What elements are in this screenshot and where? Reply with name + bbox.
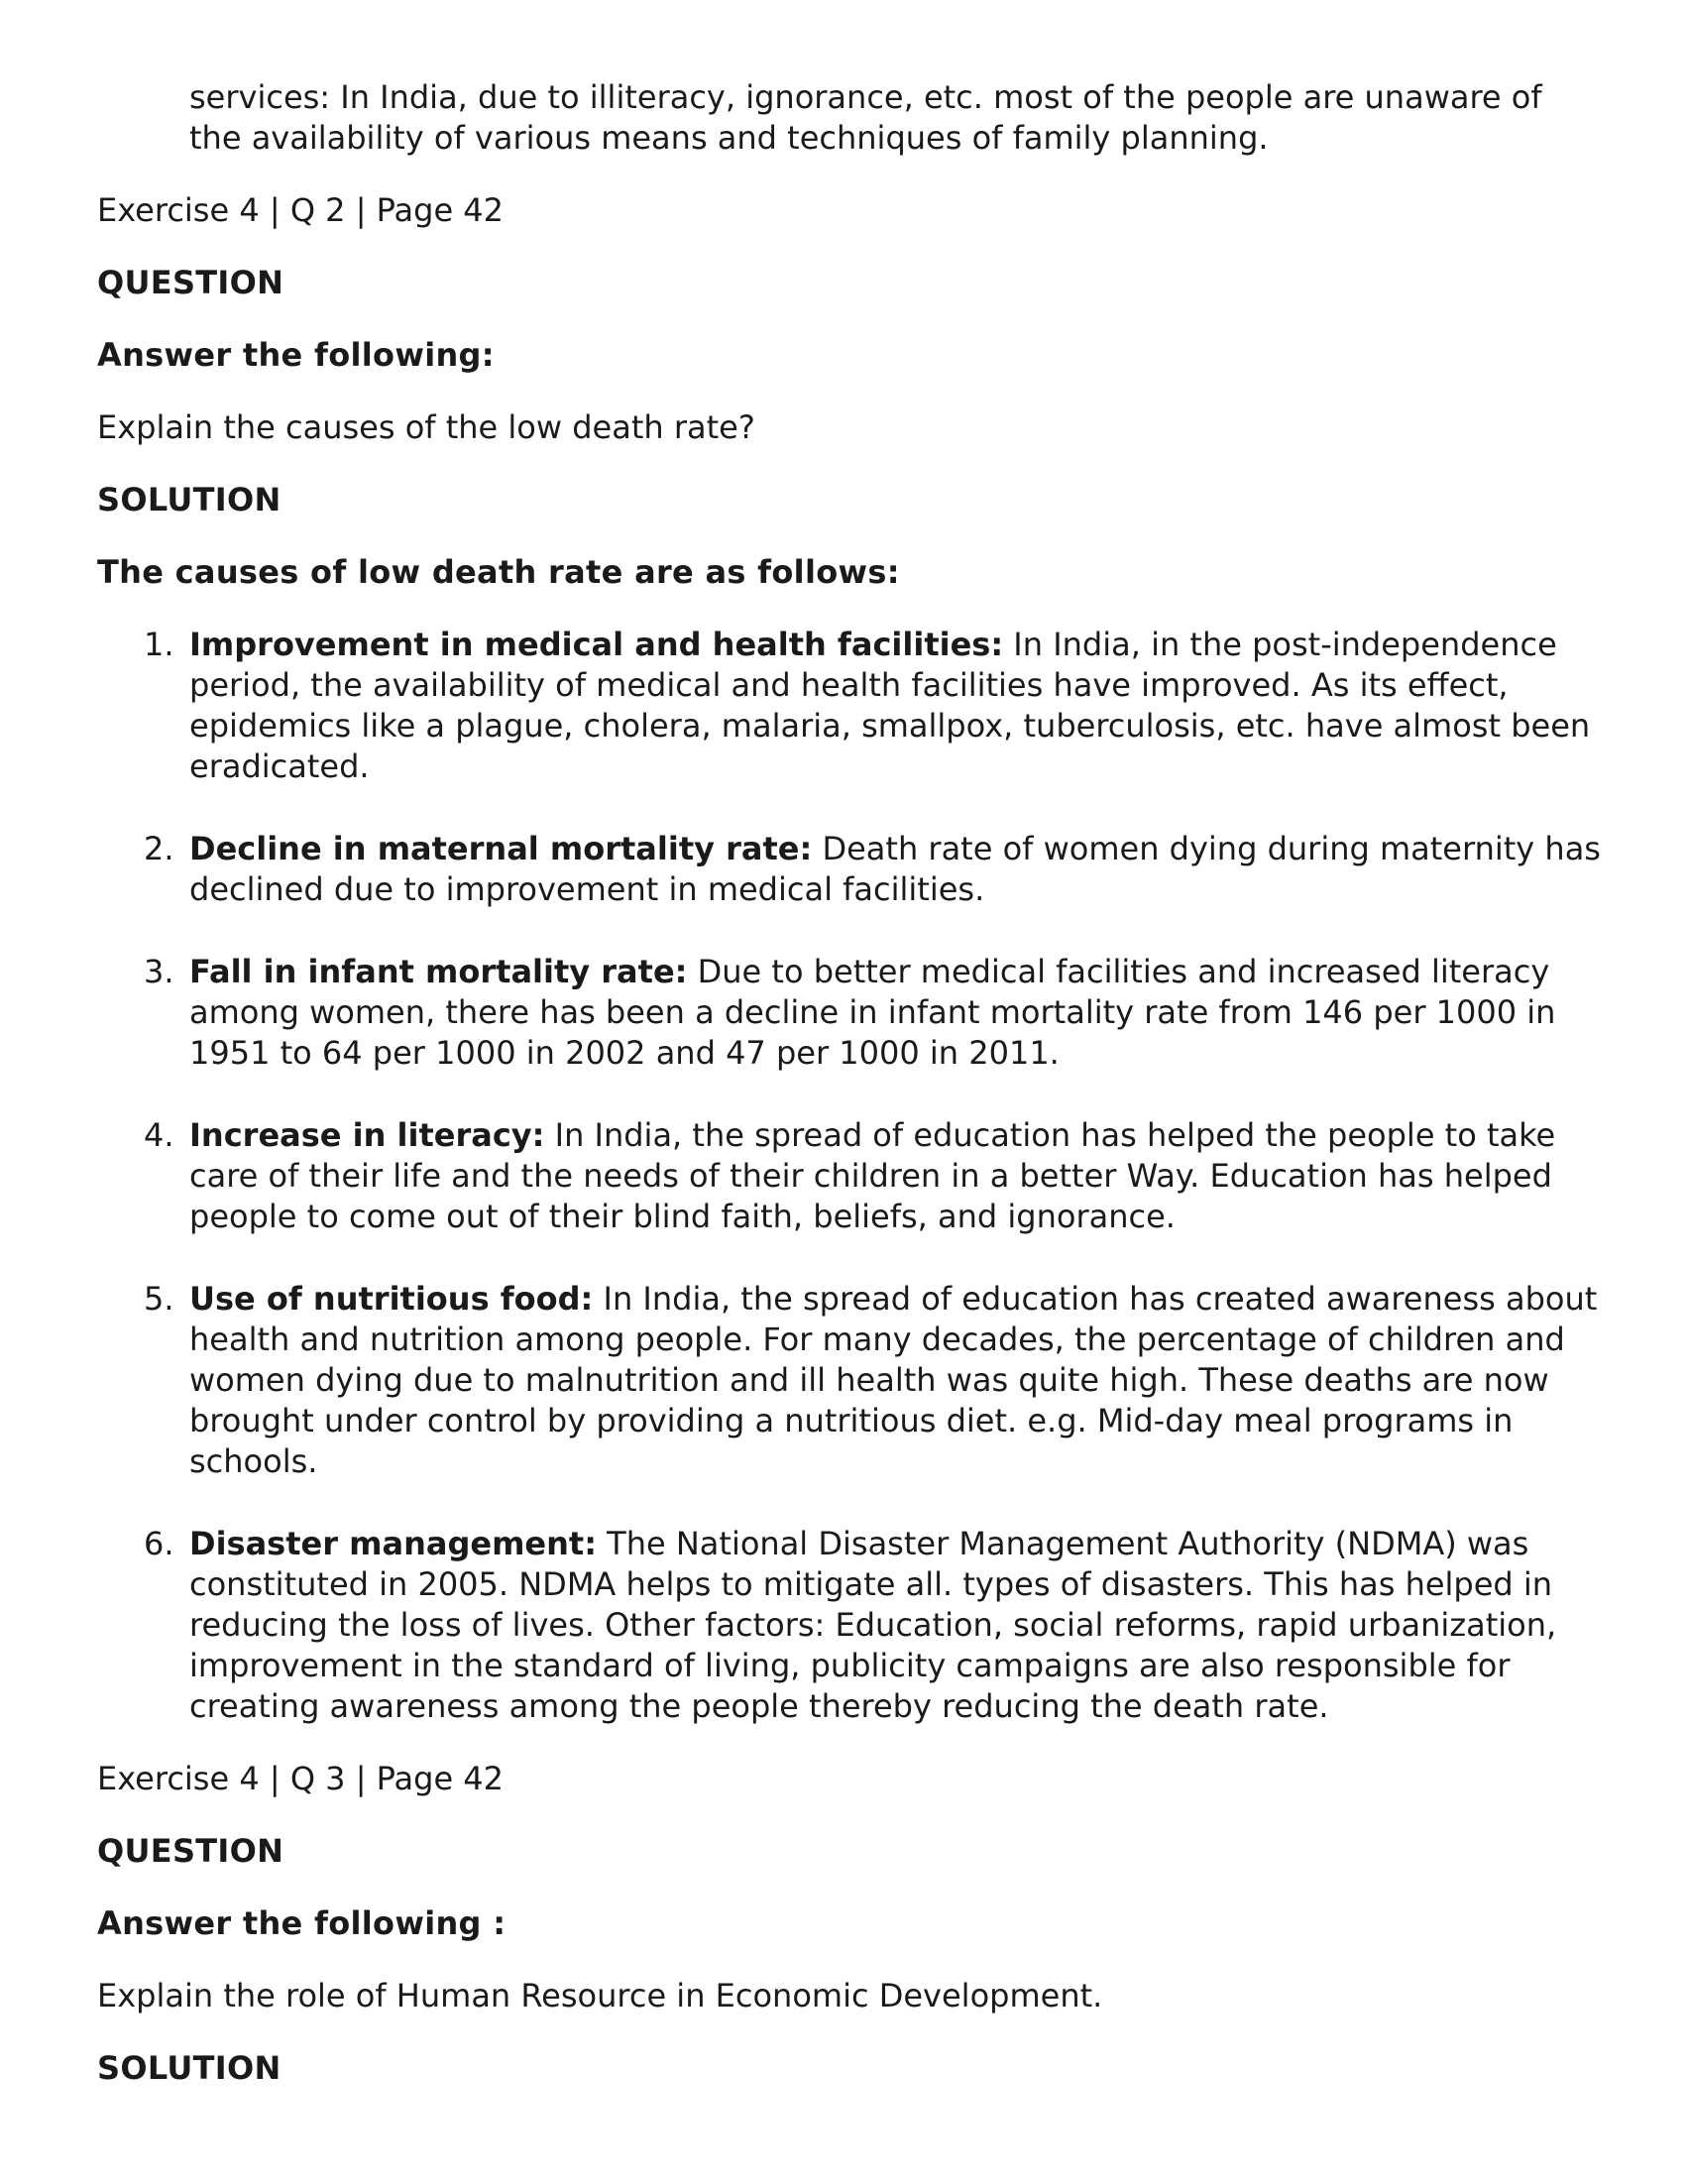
- list-item: [97, 1115, 1604, 1237]
- item-text: In India, in the post-independence period, the availability of medical and health facilities have improved. As its effect, epidemics like a plague, cholera, malaria, smallpox, tuberculosis, etc. have almost been eradicated.: [189, 626, 1591, 785]
- item-term: Use of nutritious food:: [189, 1280, 594, 1318]
- list-item: [97, 1524, 1604, 1727]
- exercise-reference: Exercise 4 | Q 3 | Page 42: [97, 1760, 505, 1797]
- list-item: [97, 829, 1604, 910]
- item-number: 2.: [144, 830, 174, 867]
- continuation-text: services: In India, due to illiteracy, ignorance, etc. most of the people are unaware of the availability of various means and techniques of family planning.: [189, 78, 1542, 157]
- item-text: In India, the spread of education has created awareness about health and nutrition among people. For many decades, the percentage of children and women dying due to malnutrition and ill health was quite high. These deaths are now brought under control by providing a nutritious diet. e.g. Mid-day meal programs in schools.: [189, 1280, 1598, 1480]
- item-text: Death rate of women dying during maternity has declined due to improvement in medical facilities.: [189, 830, 1601, 908]
- exercise-reference: Exercise 4 | Q 2 | Page 42: [97, 191, 505, 229]
- document-page: [97, 77, 1604, 2089]
- question-text: Explain the causes of the low death rate?: [97, 408, 755, 446]
- item-text: Due to better medical facilities and increased literacy among women, there has been a decline in infant mortality rate from 146 per 1000 in 1951 to 64 per 1000 in 2002 and 47 per 1000 in 2011.: [189, 953, 1556, 1072]
- item-term: Fall in infant mortality rate:: [189, 953, 688, 990]
- list-item: [97, 1279, 1604, 1482]
- item-number: 6.: [144, 1525, 174, 1562]
- item-number: 4.: [144, 1116, 174, 1154]
- solution-intro: The causes of low death rate are as follows:: [97, 553, 900, 591]
- question-label: QUESTION: [97, 1832, 284, 1870]
- list-item: [97, 625, 1604, 787]
- question-label: QUESTION: [97, 264, 284, 301]
- item-text: In India, the spread of education has helped the people to take care of their life and the needs of their children in a better Way. Education has helped people to come out of their blind faith, beliefs, and ignorance.: [189, 1116, 1556, 1235]
- solution-label: SOLUTION: [97, 481, 281, 518]
- instruction: Answer the following:: [97, 336, 495, 374]
- item-number: 3.: [144, 953, 174, 990]
- item-term: Increase in literacy:: [189, 1116, 545, 1154]
- item-term: Disaster management:: [189, 1525, 597, 1562]
- instruction: Answer the following :: [97, 1904, 506, 1942]
- item-term: Improvement in medical and health facilities:: [189, 626, 1004, 663]
- item-number: 1.: [144, 626, 174, 663]
- question-text: Explain the role of Human Resource in Economic Development.: [97, 1977, 1103, 2014]
- item-term: Decline in maternal mortality rate:: [189, 830, 813, 867]
- solution-label: SOLUTION: [97, 2049, 281, 2087]
- causes-list: [97, 625, 1604, 1727]
- list-item: [97, 952, 1604, 1074]
- item-number: 5.: [144, 1280, 174, 1318]
- item-text: The National Disaster Management Authority (NDMA) was constituted in 2005. NDMA helps to mitigate all. types of disasters. This has helped in reducing the loss of lives. Other factors: Education, social reforms, rapid urbanization, improvement in the standard of living, publicity campaigns are also responsible for creating awareness among the people thereby reducing the death rate.: [189, 1525, 1557, 1725]
